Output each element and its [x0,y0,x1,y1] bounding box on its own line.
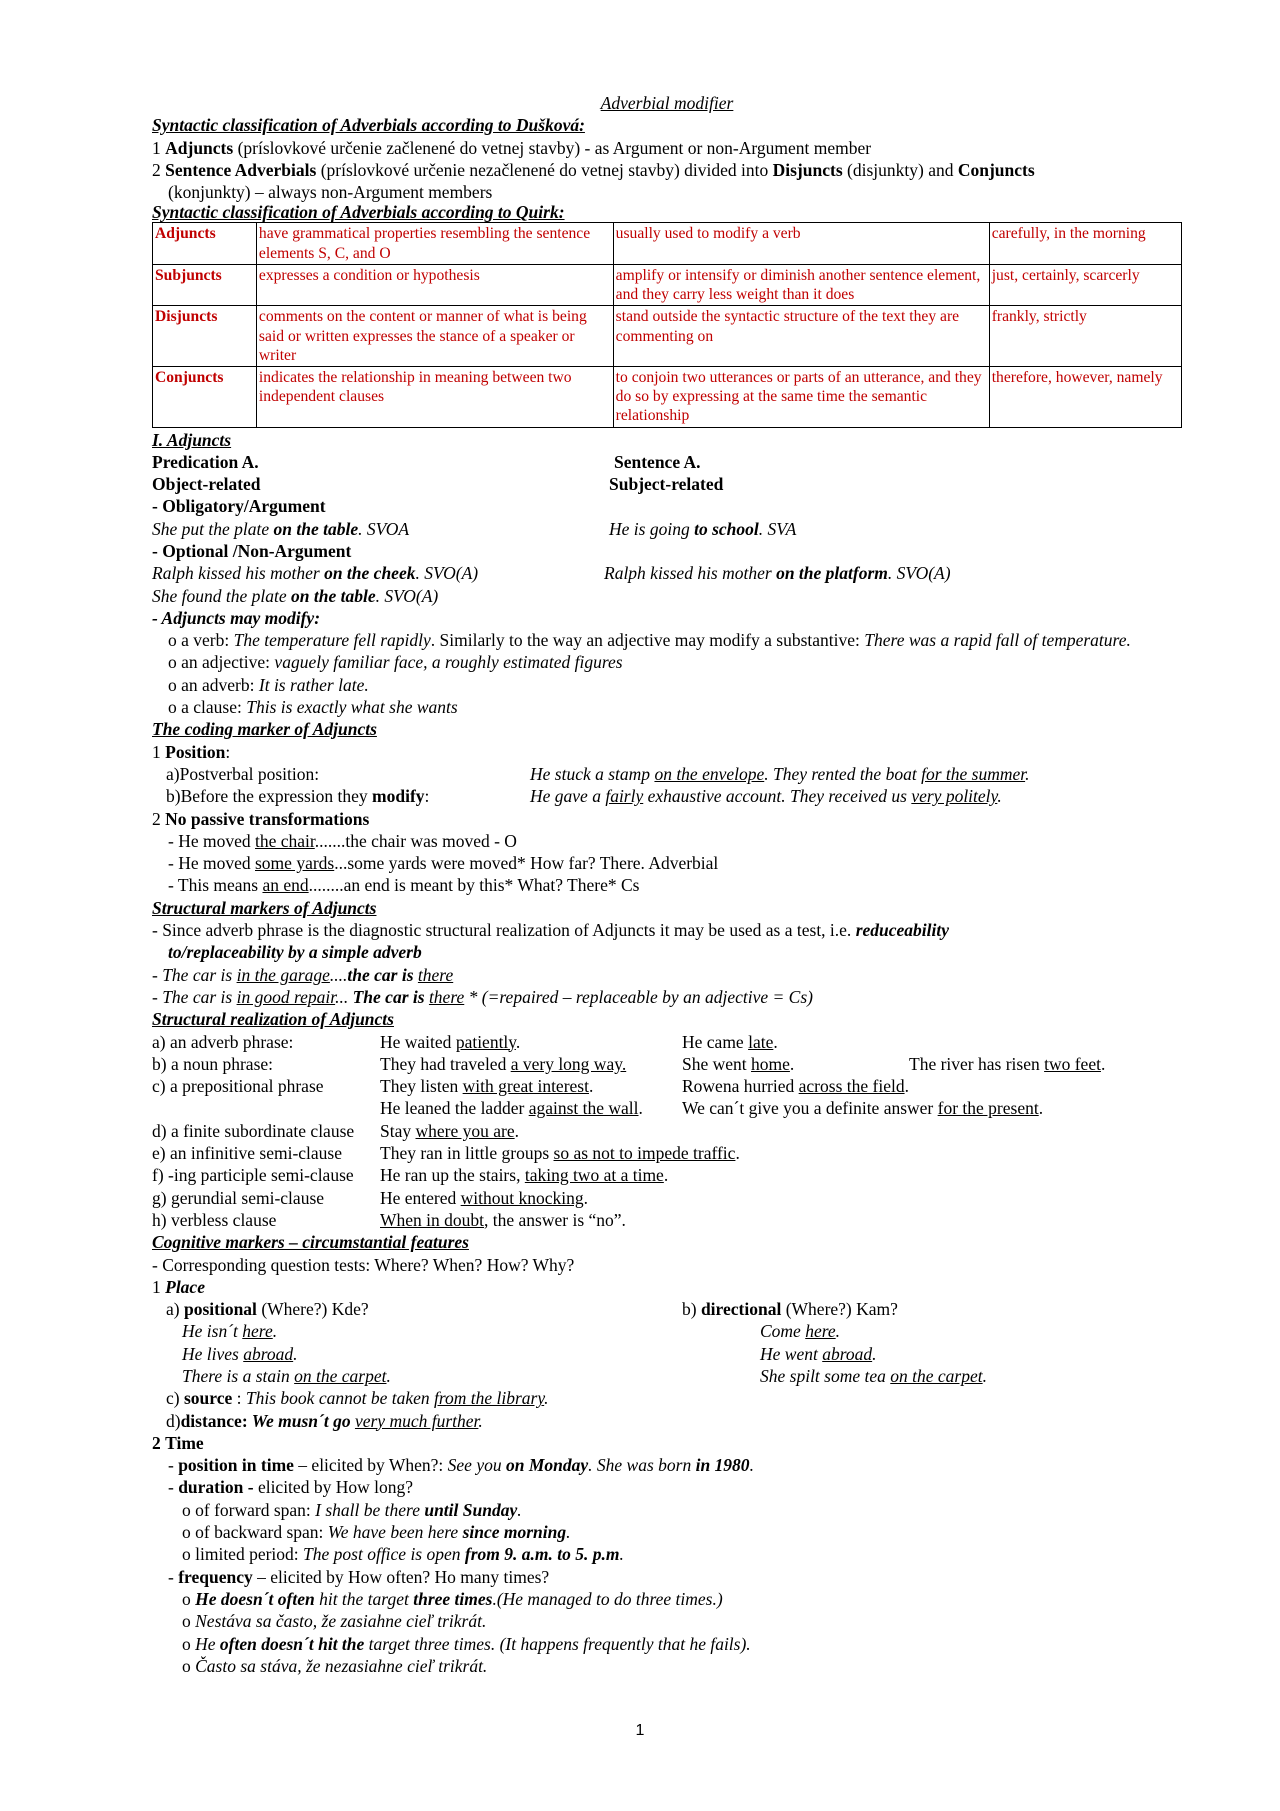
positional-example: He lives abroad. [182,1343,298,1364]
quirk-cell-name: Conjuncts [153,366,257,427]
quirk-cell-use: stand outside the syntactic structure of the text they are commenting on [613,306,989,367]
quirk-row [153,366,1182,427]
real-label: g) gerundial semi-clause [152,1187,325,1208]
real-label: d) a finite subordinate clause [152,1120,355,1141]
structural-heading: Structural markers of Adjuncts [152,897,377,918]
quirk-cell-ex: carefully, in the morning [989,223,1181,264]
example-row-2 [152,562,1182,584]
real-row-b [152,1053,1182,1075]
optional-label: - Optional /Non-Argument [152,541,352,561]
real-example: He came late. [682,1031,778,1052]
modify-clause: o a clause: This is exactly what she wants [168,697,458,718]
before-label: b)Before the expression they modify: [166,786,430,807]
may-modify-label: - Adjuncts may modify: [152,607,321,628]
frequency-ex-3: o He often doesn´t hit the target three times. (It happens frequently that he fails). [182,1633,751,1654]
quirk-cell-def: expresses a condition or hypothesis [256,264,613,305]
modify-verb: o a verb: The temperature fell rapidly. Similarly to the way an adjective may modify a substantive: There was a rapid fall of temperature. [168,630,1131,651]
page-number: 1 [635,1722,645,1739]
real-row-a [152,1031,1182,1053]
description: (príslovkové určenie začlenené do vetnej stavby) - as Argument or non-Argument member [237,137,872,158]
real-label: h) verbless clause [152,1209,277,1230]
place-label: 1 Place [152,1276,205,1297]
real-label: b) a noun phrase: [152,1053,274,1074]
real-row-g [152,1187,1182,1209]
quirk-heading: Syntactic classification of Adverbials according to Quirk: [152,202,565,223]
place-ex-row-3 [152,1365,1182,1387]
real-label: f) -ing participle semi-clause [152,1165,354,1186]
coding-heading: The coding marker of Adjuncts [152,719,377,740]
pred-sent-row [152,451,1182,473]
description: (disjunkty) and [847,159,954,180]
duskova-item-2 [152,159,1182,181]
quirk-cell-use: to conjoin two utterances or parts of an utterance, and they do so by expressing at the same time the semantic relationship [613,366,989,427]
quirk-cell-name: Subjuncts [153,264,257,305]
real-example: They had traveled a very long way. [380,1053,627,1074]
doc-title [152,92,1182,114]
sentence-label: Sentence A. [614,451,701,472]
distance-line: d)distance: We musn´t go very much further. [166,1410,483,1431]
example-row-1 [152,518,1182,540]
position-in-time-line: - position in time – elicited by When?: See you on Monday. She was born in 1980. [168,1455,754,1476]
real-example: They ran in little groups so as not to impede traffic. [380,1143,740,1164]
adjuncts-heading: I. Adjuncts [152,429,232,450]
positional-example: He isn´t here. [182,1321,278,1342]
duskova-heading: Syntactic classification of Adverbials according to Dušková: [152,115,585,136]
term: Sentence Adverbials [165,159,317,180]
source-line: c) source : This book cannot be taken from the library. [166,1388,549,1409]
quirk-cell-name: Disjuncts [153,306,257,367]
question-tests: - Corresponding question tests: Where? When? How? Why? [152,1254,575,1275]
term: Disjuncts [772,159,843,180]
postverbal-row [152,763,1182,785]
quirk-row [153,264,1182,305]
example-row-3: She found the plate on the table. SVO(A) [152,585,439,606]
quirk-cell-ex: therefore, however, namely [989,366,1181,427]
item-number: 1 [152,137,161,158]
no-passive-label: 2 No passive transformations [152,808,370,829]
real-example: He leaned the ladder against the wall. [380,1098,643,1119]
real-label: a) an adverb phrase: [152,1031,294,1052]
postverbal-example: He stuck a stamp on the envelope. They rented the boat for the summer. [530,763,1030,784]
document-page [152,92,1182,1677]
duration-line: - duration - elicited by How long? [168,1477,413,1498]
passive-test-3: - This means an end........an end is meant by this* What? There* Cs [168,875,640,896]
directional-example: She spilt some tea on the carpet. [760,1365,987,1386]
position-label: 1 Position: [152,741,231,762]
duskova-item-1 [152,137,1182,159]
real-example: They listen with great interest. [380,1076,594,1097]
real-example: We can´t give you a definite answer for the present. [682,1098,1044,1119]
duration-forward: o of forward span: I shall be there until Sunday. [182,1499,522,1520]
description: (príslovkové určenie nezačlenené do vetnej stavby) divided into [320,159,769,180]
quirk-row [153,223,1182,264]
quirk-cell-def: have grammatical properties resembling the sentence elements S, C, and O [256,223,613,264]
positional-example: There is a stain on the carpet. [182,1365,391,1386]
real-label: c) a prepositional phrase [152,1076,324,1097]
quirk-cell-use: amplify or intensify or diminish another sentence element, and they carry less weight than it does [613,264,989,305]
item-number: 2 [152,159,161,180]
example-right: He is going to school. SVA [609,518,797,539]
quirk-table-body [153,223,1182,427]
real-row-e [152,1142,1182,1164]
obligatory-label: - Obligatory/Argument [152,496,326,517]
passive-test-2: - He moved some yards...some yards were moved* How far? There. Adverbial [168,853,719,874]
duration-backward: o of backward span: We have been here since morning. [182,1522,571,1543]
real-example: When in doubt, the answer is “no”. [380,1209,626,1230]
real-example: He ran up the stairs, taking two at a time. [380,1165,669,1186]
duskova-item-2-cont: (konjunkty) – always non-Argument members [168,182,493,203]
real-example: Stay where you are. [380,1120,519,1141]
modify-adverb: o an adverb: It is rather late. [168,674,369,695]
example-left: She put the plate on the table. SVOA [152,518,410,539]
real-example: He waited patiently. [380,1031,521,1052]
real-row-h [152,1209,1182,1231]
frequency-line: - frequency – elicited by How often? Ho many times? [168,1566,550,1587]
quirk-cell-def: indicates the relationship in meaning between two independent clauses [256,366,613,427]
quirk-table [152,222,1182,427]
frequency-ex-1: o He doesn´t often hit the target three times.(He managed to do three times.) [182,1588,723,1609]
subject-related-label: Subject-related [609,474,724,495]
structural-line-2: - The car is in the garage....the car is there [152,964,454,985]
example-right: Ralph kissed his mother on the platform. SVO(A) [604,563,951,584]
title-text: Adverbial modifier [600,93,734,113]
before-row [152,785,1182,807]
quirk-cell-name: Adjuncts [153,223,257,264]
directional-example: Come here. [760,1321,841,1342]
quirk-row [153,306,1182,367]
object-related-label: Object-related [152,474,261,495]
time-label: 2 Time [152,1432,204,1453]
positional-label: a) positional (Where?) Kde? [166,1299,369,1320]
real-example: She went home. [682,1053,795,1074]
structural-line-1: - Since adverb phrase is the diagnostic structural realization of Adjuncts it may be used as a test, i.e. reduceability [152,920,949,941]
real-row-c2 [152,1097,1182,1119]
quirk-cell-ex: frankly, strictly [989,306,1181,367]
place-ab-row [152,1298,1182,1320]
real-row-d [152,1120,1182,1142]
realization-heading: Structural realization of Adjuncts [152,1009,394,1030]
modify-adjective: o an adjective: vaguely familiar face, a roughly estimated figures [168,652,623,673]
real-row-f [152,1164,1182,1186]
real-example: The river has risen two feet. [909,1053,1106,1074]
quirk-cell-use: usually used to modify a verb [613,223,989,264]
duration-limited: o limited period: The post office is open from 9. a.m. to 5. p.m. [182,1544,624,1565]
real-row-c [152,1075,1182,1097]
cognitive-heading: Cognitive markers – circumstantial features [152,1232,469,1253]
obj-subj-row [152,473,1182,495]
postverbal-label: a)Postverbal position: [166,763,320,784]
real-example: Rowena hurried across the field. [682,1076,909,1097]
term: Conjuncts [957,159,1035,180]
before-example: He gave a fairly exhaustive account. They received us very politely. [530,786,1002,807]
example-left: Ralph kissed his mother on the cheek. SVO(A) [152,563,479,584]
quirk-cell-def: comments on the content or manner of what is being said or written expresses the stance of a speaker or writer [256,306,613,367]
quirk-cell-ex: just, certainly, scarcerly [989,264,1181,305]
place-ex-row-1 [152,1320,1182,1342]
frequency-ex-4: o Často sa stáva, že nezasiahne cieľ trikrát. [182,1655,488,1676]
real-example: He entered without knocking. [380,1187,589,1208]
frequency-ex-2: o Nestáva sa často, že zasiahne cieľ trikrát. [182,1611,487,1632]
structural-line-3: - The car is in good repair... The car is there * (=repaired – replaceable by an adjective = Cs) [152,986,813,1007]
term: Adjuncts [165,137,234,158]
real-label: e) an infinitive semi-clause [152,1143,342,1164]
directional-example: He went abroad. [760,1343,877,1364]
place-ex-row-2 [152,1343,1182,1365]
structural-line-1-cont: to/replaceability by a simple adverb [168,942,422,963]
predication-label: Predication A. [152,451,259,472]
passive-test-1: - He moved the chair.......the chair was moved - O [168,830,517,851]
directional-label: b) directional (Where?) Kam? [682,1299,898,1320]
